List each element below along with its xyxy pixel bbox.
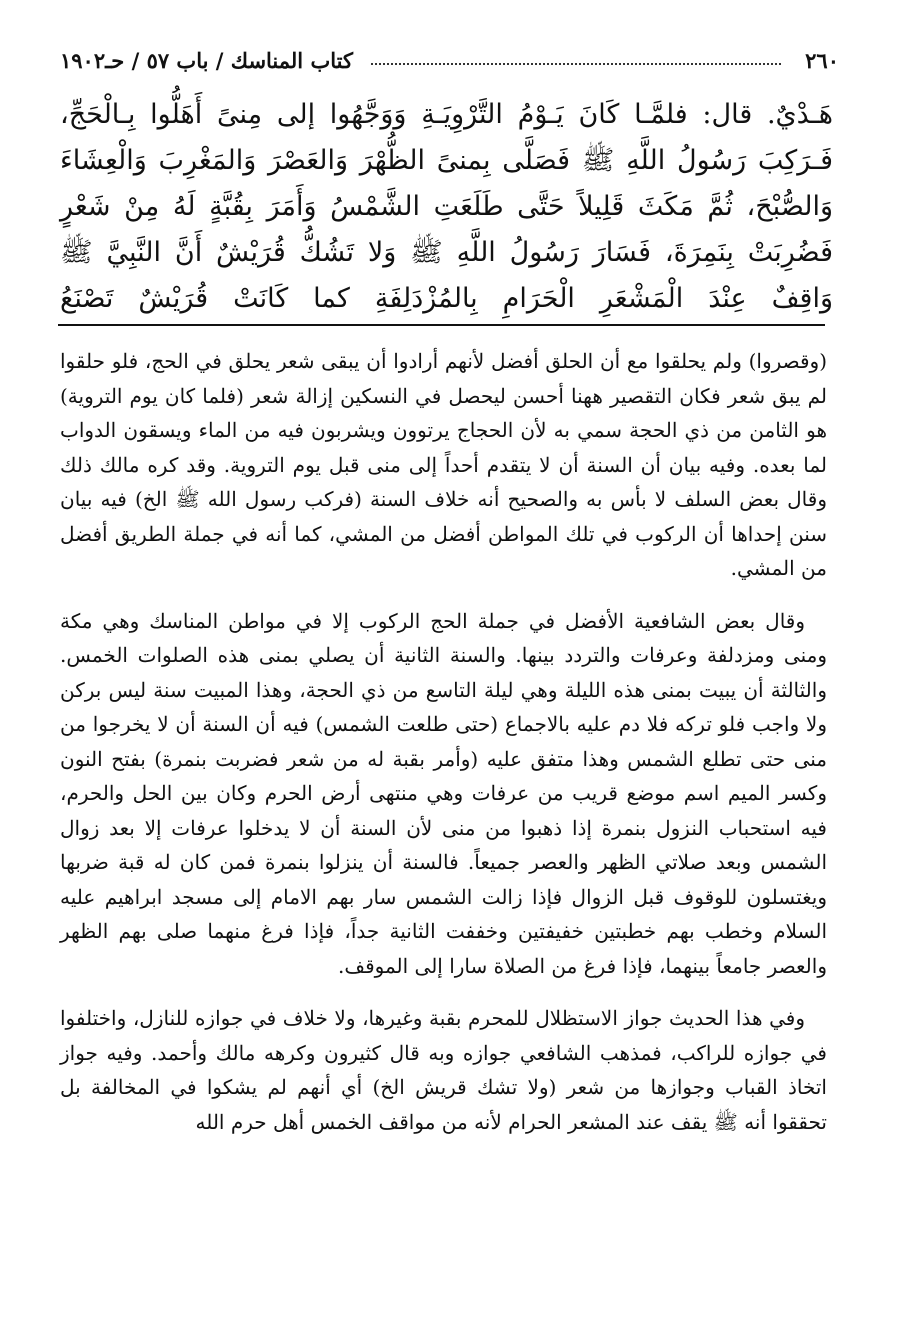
running-head: كتاب المناسك / باب ٥٧ / حـ١٩٠٢ <box>60 47 353 73</box>
page-number: ٢٦٠ <box>805 47 839 73</box>
commentary-paragraph-3: وفي هذا الحديث جواز الاستظلال للمحرم بقبة وغيرها، ولا خلاف في جوازه للنازل، واختلفوا في جوازه للراكب، فمذهب الشافعي جوازه وبه قال كثيرون وكرهه مالك وأحمد. وفيه جواز اتخاذ القباب وجوازها من شعر (ولا تشك قريش الخ) أي أنهم لم يشكوا في المخالفة بل تحققوا أنه ﷺ يقف عند المشعر الحرام لأنه من مواقف الخمس أهل حرم الله <box>60 1006 827 1134</box>
page-header <box>60 40 839 80</box>
commentary-paragraph-2: وقال بعض الشافعية الأفضل في جملة الحج الركوب إلا في مواطن المناسك وهي مكة ومنى ومزدلفة وعرفات والتردد بينها. والسنة الثانية أن يصلي بمنى هذه الصلوات الخمس. والثالثة أن يبيت بمنى هذه الليلة وهي ليلة التاسع من ذي الحجة، وهذا المبيت سنة ليس بركن ولا واجب فلو تركه فلا دم عليه بالاجماع (حتى طلعت الشمس) فيه أن السنة أن لا يخرجوا من منى حتى تطلع الشمس وهذا متفق عليه (وأمر بقبة له من شعر فضربت بنمرة) بفتح النون وكسر الميم اسم موضع قريب من عرفات وهي منتهى أرض الحرم وكان بين الحل والحرم، فيه استحباب النزول بنمرة إذا ذهبوا من منى لأن السنة أن لا يدخلوا عرفات إلا بعد زوال الشمس وبعد صلاتي الظهر والعصر جميعاً. فالسنة أن ينزلوا بنمرة فمن كان له قبة ضربها ويغتسلون للوقوف قبل الزوال فإذا زالت الشمس سار بهم الامام إلى مسجد ابراهيم عليه السلام وخطب بهم خطبتين خفيفتين وخففت الثانية جداً، فإذا فرغ منهما صلى بهم الظهر والعصر جامعاً بينهما، فإذا فرغ من الصلاة سارا إلى الموقف. <box>60 608 827 978</box>
commentary <box>60 344 827 1139</box>
commentary-paragraph-1: (وقصروا) ولم يحلقوا مع أن الحلق أفضل لأنهم أرادوا أن يبقى شعر يحلق في الحج، فلو حلقوا لم يبق شعر فكان التقصير ههنا أحسن ليحصل في النسكين إزالة شعر (فلما كان يوم التروية) هو الثامن من ذي الحجة سمي به لأن الحجاج يرتوون ويشربون فيه من الماء ويسقون الدواب لما بعده. وفيه بيان أن السنة أن لا يتقدم أحداً إلى منى قبل يوم التروية. وقد كره مالك ذلك وقال بعض السلف لا بأس به والصحيح أنه خلاف السنة (فركب رسول الله ﷺ الخ) فيه بيان سنن إحداها أن الركوب في تلك المواطن أفضل من المشي، كما أنه في جملة الطريق أفضل من المشي. <box>60 349 827 580</box>
header-leader-dots <box>371 63 781 65</box>
hadith-paragraph: هَـدْيٌ. قال: فلمَّـا كَانَ يَـوْمُ التَّرْوِيَـةِ وَوَجَّهُوا إلى مِنىً أَهَلُّوا بِـالْحَجِّ، فَـرَكِبَ رَسُولُ اللَّهِ ﷺ فَصَلَّى بِمنىً الظُّهْرَ وَالعَصْرَ وَالمَغْرِبَ وَالْعِشَاءَ وَالصُّبْحَ، ثُمَّ مَكَثَ قَلِيلاً حَتَّى طَلَعَتِ الشَّمْسُ وَأَمَرَ بِقُبَّةٍ لَهُ مِنْ شَعْرٍ فَضُرِبَتْ بِنَمِرَةَ، فَسَارَ رَسُولُ اللَّهِ ﷺ وَلا تَشُكُّ قُرَيْشٌ أَنَّ النَّبِيَّ ﷺ وَاقِفٌ عِنْدَ الْمَشْعَرِ الْحَرَامِ بِالمُزْدَلِفَةِ كما كَانَتْ قُرَيْشٌ تَصْنَعُ <box>60 99 833 314</box>
hadith-text <box>60 92 833 322</box>
footnote-divider <box>58 324 825 326</box>
